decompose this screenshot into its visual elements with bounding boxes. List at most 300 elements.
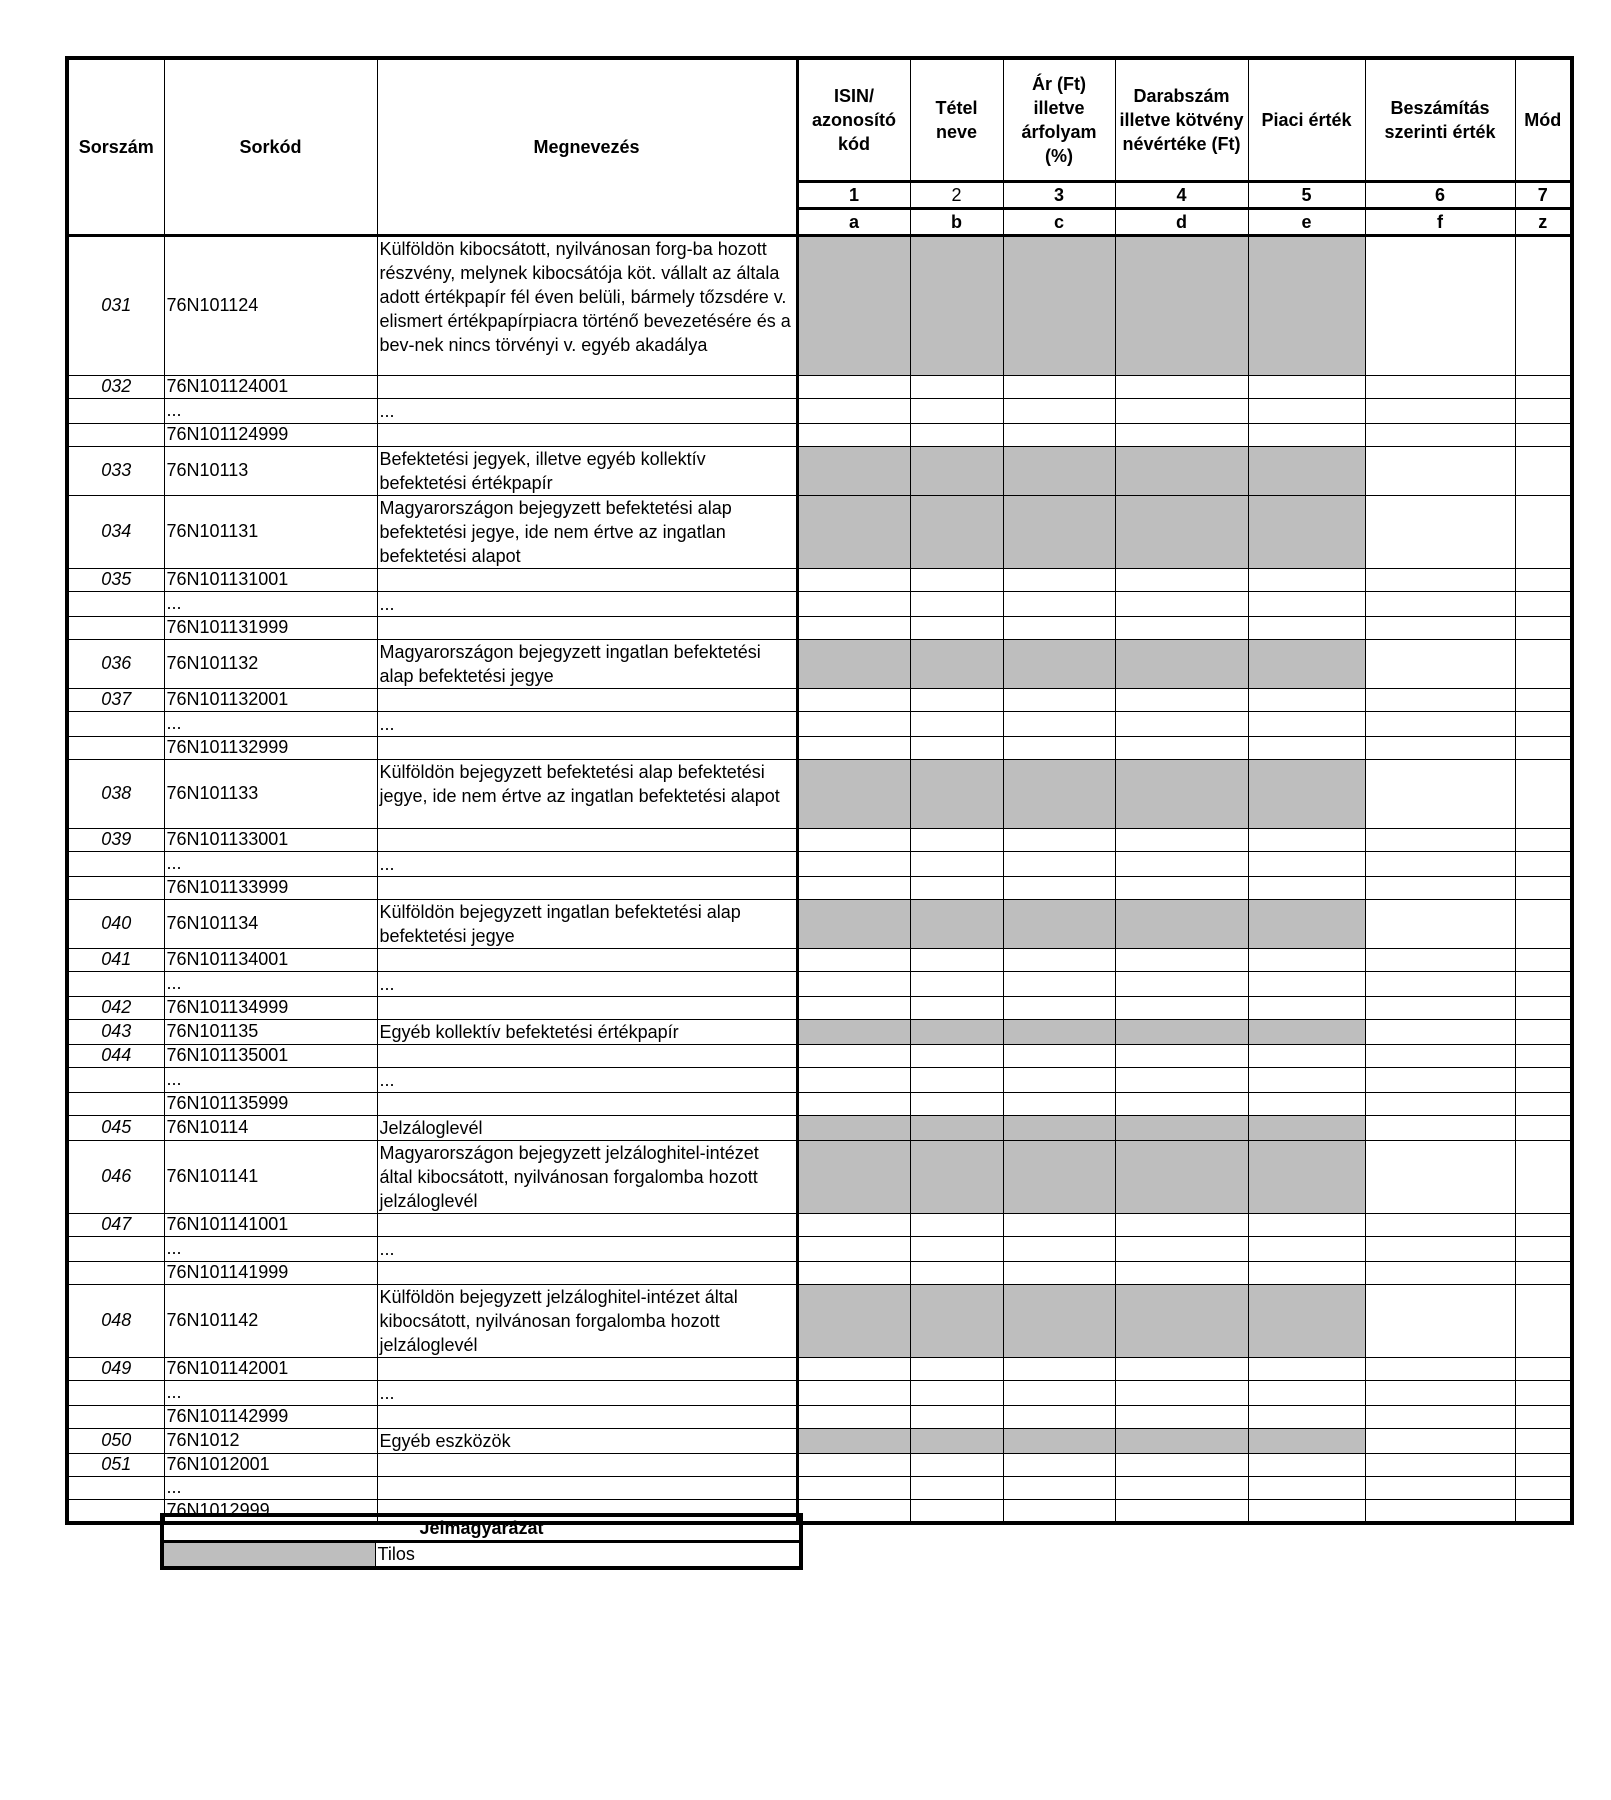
quantity-cell[interactable] xyxy=(1115,876,1248,899)
market-value-cell[interactable] xyxy=(1248,1357,1365,1380)
row-code: ... xyxy=(164,398,377,423)
mode-cell[interactable] xyxy=(1515,688,1572,711)
isin-cell[interactable] xyxy=(797,711,910,736)
row-description: ... xyxy=(377,1380,797,1405)
mode-cell[interactable] xyxy=(1515,1380,1572,1405)
book-value-cell[interactable] xyxy=(1365,616,1515,639)
col-letter-a: a xyxy=(797,208,910,235)
mode-cell[interactable] xyxy=(1515,1019,1572,1044)
row-number xyxy=(67,876,164,899)
legend-table xyxy=(160,1513,803,1570)
price-cell[interactable] xyxy=(1003,398,1115,423)
book-value-cell[interactable] xyxy=(1365,398,1515,423)
quantity-cell[interactable] xyxy=(1115,1499,1248,1523)
table-row xyxy=(67,1140,1572,1213)
mode-cell[interactable] xyxy=(1515,1428,1572,1453)
price-cell[interactable] xyxy=(1003,1236,1115,1261)
item-name-cell[interactable] xyxy=(910,1044,1003,1067)
isin-cell[interactable] xyxy=(797,1213,910,1236)
quantity-cell[interactable] xyxy=(1115,398,1248,423)
book-value-cell[interactable] xyxy=(1365,591,1515,616)
row-description: ... xyxy=(377,591,797,616)
mode-cell[interactable] xyxy=(1515,971,1572,996)
market-value-cell[interactable] xyxy=(1248,568,1365,591)
item-name-cell xyxy=(910,1140,1003,1213)
price-cell[interactable] xyxy=(1003,828,1115,851)
market-value-cell[interactable] xyxy=(1248,828,1365,851)
book-value-cell[interactable] xyxy=(1365,948,1515,971)
isin-cell[interactable] xyxy=(797,971,910,996)
row-number: 031 xyxy=(67,235,164,375)
isin-cell[interactable] xyxy=(797,1044,910,1067)
price-cell[interactable] xyxy=(1003,711,1115,736)
item-name-cell[interactable] xyxy=(910,375,1003,398)
row-description: Külföldön bejegyzett befektetési alap befektetési jegye, ide nem értve az ingatlan befektetési alapot xyxy=(377,759,797,828)
item-name-cell[interactable] xyxy=(910,423,1003,446)
item-name-cell xyxy=(910,235,1003,375)
item-name-cell xyxy=(910,899,1003,948)
item-name-cell[interactable] xyxy=(910,948,1003,971)
row-code: 76N101142999 xyxy=(164,1405,377,1428)
book-value-cell[interactable] xyxy=(1365,1019,1515,1044)
quantity-cell[interactable] xyxy=(1115,828,1248,851)
book-value-cell[interactable] xyxy=(1365,899,1515,948)
mode-cell[interactable] xyxy=(1515,639,1572,688)
row-description xyxy=(377,736,797,759)
item-name-cell[interactable] xyxy=(910,1092,1003,1115)
mode-cell[interactable] xyxy=(1515,1499,1572,1523)
quantity-cell xyxy=(1115,899,1248,948)
book-value-cell[interactable] xyxy=(1365,446,1515,495)
mode-cell[interactable] xyxy=(1515,1092,1572,1115)
isin-cell[interactable] xyxy=(797,1453,910,1476)
row-number: 036 xyxy=(67,639,164,688)
row-number xyxy=(67,1067,164,1092)
isin-cell[interactable] xyxy=(797,736,910,759)
isin-cell[interactable] xyxy=(797,1236,910,1261)
book-value-cell[interactable] xyxy=(1365,1236,1515,1261)
item-name-cell[interactable] xyxy=(910,1476,1003,1499)
isin-cell[interactable] xyxy=(797,828,910,851)
market-value-cell[interactable] xyxy=(1248,1380,1365,1405)
price-cell[interactable] xyxy=(1003,1092,1115,1115)
mode-cell[interactable] xyxy=(1515,1284,1572,1357)
legend-title: Jelmagyarázat xyxy=(162,1515,801,1542)
table-row xyxy=(67,1092,1572,1115)
book-value-cell[interactable] xyxy=(1365,568,1515,591)
quantity-cell xyxy=(1115,1140,1248,1213)
price-cell[interactable] xyxy=(1003,876,1115,899)
market-value-cell[interactable] xyxy=(1248,423,1365,446)
quantity-cell[interactable] xyxy=(1115,1092,1248,1115)
quantity-cell[interactable] xyxy=(1115,1405,1248,1428)
table-row xyxy=(67,235,1572,375)
market-value-cell[interactable] xyxy=(1248,1044,1365,1067)
price-cell[interactable] xyxy=(1003,1380,1115,1405)
market-value-cell[interactable] xyxy=(1248,1405,1365,1428)
mode-cell[interactable] xyxy=(1515,759,1572,828)
col-number-2: 2 xyxy=(910,181,1003,208)
price-cell[interactable] xyxy=(1003,375,1115,398)
quantity-cell xyxy=(1115,495,1248,568)
quantity-cell[interactable] xyxy=(1115,1453,1248,1476)
col-letter-c: c xyxy=(1003,208,1115,235)
book-value-cell[interactable] xyxy=(1365,375,1515,398)
row-number: 033 xyxy=(67,446,164,495)
quantity-cell[interactable] xyxy=(1115,948,1248,971)
price-cell xyxy=(1003,759,1115,828)
price-cell[interactable] xyxy=(1003,423,1115,446)
header-col-7: Mód xyxy=(1515,58,1572,181)
item-name-cell[interactable] xyxy=(910,828,1003,851)
mode-cell[interactable] xyxy=(1515,1236,1572,1261)
price-cell[interactable] xyxy=(1003,688,1115,711)
market-value-cell[interactable] xyxy=(1248,688,1365,711)
row-code: 76N10114 xyxy=(164,1115,377,1140)
price-cell[interactable] xyxy=(1003,1044,1115,1067)
mode-cell[interactable] xyxy=(1515,736,1572,759)
isin-cell[interactable] xyxy=(797,1499,910,1523)
market-value-cell[interactable] xyxy=(1248,1236,1365,1261)
item-name-cell[interactable] xyxy=(910,688,1003,711)
isin-cell[interactable] xyxy=(797,1476,910,1499)
isin-cell xyxy=(797,235,910,375)
header-sorkod: Sorkód xyxy=(164,58,377,235)
market-value-cell[interactable] xyxy=(1248,1067,1365,1092)
quantity-cell[interactable] xyxy=(1115,1380,1248,1405)
market-value-cell[interactable] xyxy=(1248,1092,1365,1115)
isin-cell xyxy=(797,639,910,688)
item-name-cell[interactable] xyxy=(910,1380,1003,1405)
isin-cell[interactable] xyxy=(797,398,910,423)
isin-cell[interactable] xyxy=(797,423,910,446)
book-value-cell[interactable] xyxy=(1365,996,1515,1019)
book-value-cell[interactable] xyxy=(1365,1453,1515,1476)
isin-cell[interactable] xyxy=(797,1357,910,1380)
quantity-cell[interactable] xyxy=(1115,423,1248,446)
price-cell xyxy=(1003,1428,1115,1453)
table-row xyxy=(67,1261,1572,1284)
row-description xyxy=(377,828,797,851)
item-name-cell[interactable] xyxy=(910,616,1003,639)
item-name-cell[interactable] xyxy=(910,591,1003,616)
table-row xyxy=(67,711,1572,736)
quantity-cell[interactable] xyxy=(1115,1213,1248,1236)
item-name-cell[interactable] xyxy=(910,1499,1003,1523)
market-value-cell[interactable] xyxy=(1248,1261,1365,1284)
row-number xyxy=(67,736,164,759)
mode-cell[interactable] xyxy=(1515,591,1572,616)
market-value-cell[interactable] xyxy=(1248,711,1365,736)
table-row xyxy=(67,996,1572,1019)
row-code: 76N101135001 xyxy=(164,1044,377,1067)
mode-cell[interactable] xyxy=(1515,899,1572,948)
book-value-cell[interactable] xyxy=(1365,1476,1515,1499)
quantity-cell[interactable] xyxy=(1115,1476,1248,1499)
market-value-cell[interactable] xyxy=(1248,591,1365,616)
row-code: 76N101131001 xyxy=(164,568,377,591)
table-row xyxy=(67,1236,1572,1261)
row-number: 049 xyxy=(67,1357,164,1380)
row-code: ... xyxy=(164,971,377,996)
mode-cell[interactable] xyxy=(1515,235,1572,375)
book-value-cell[interactable] xyxy=(1365,971,1515,996)
row-number xyxy=(67,1476,164,1499)
mode-cell[interactable] xyxy=(1515,568,1572,591)
quantity-cell[interactable] xyxy=(1115,688,1248,711)
market-value-cell[interactable] xyxy=(1248,876,1365,899)
mode-cell[interactable] xyxy=(1515,616,1572,639)
market-value-cell[interactable] xyxy=(1248,948,1365,971)
book-value-cell[interactable] xyxy=(1365,1261,1515,1284)
book-value-cell[interactable] xyxy=(1365,828,1515,851)
book-value-cell[interactable] xyxy=(1365,1140,1515,1213)
mode-cell[interactable] xyxy=(1515,1213,1572,1236)
table-row xyxy=(67,876,1572,899)
quantity-cell[interactable] xyxy=(1115,1067,1248,1092)
market-value-cell[interactable] xyxy=(1248,971,1365,996)
isin-cell[interactable] xyxy=(797,1092,910,1115)
row-description: Külföldön bejegyzett jelzáloghitel-intézet által kibocsátott, nyilvánosan forgalomba hozott jelzáloglevél xyxy=(377,1284,797,1357)
book-value-cell[interactable] xyxy=(1365,1357,1515,1380)
mode-cell[interactable] xyxy=(1515,948,1572,971)
row-code: 76N101132001 xyxy=(164,688,377,711)
isin-cell xyxy=(797,1428,910,1453)
item-name-cell xyxy=(910,495,1003,568)
table-row xyxy=(67,591,1572,616)
market-value-cell[interactable] xyxy=(1248,736,1365,759)
market-value-cell xyxy=(1248,1019,1365,1044)
item-name-cell[interactable] xyxy=(910,1405,1003,1428)
mode-cell[interactable] xyxy=(1515,876,1572,899)
quantity-cell xyxy=(1115,1019,1248,1044)
quantity-cell[interactable] xyxy=(1115,1236,1248,1261)
price-cell[interactable] xyxy=(1003,1405,1115,1428)
row-description xyxy=(377,1044,797,1067)
mode-cell[interactable] xyxy=(1515,851,1572,876)
price-cell[interactable] xyxy=(1003,1261,1115,1284)
row-code: 76N101134 xyxy=(164,899,377,948)
row-code: 76N101141999 xyxy=(164,1261,377,1284)
header-col-5: Piaci érték xyxy=(1248,58,1365,181)
row-description xyxy=(377,616,797,639)
market-value-cell[interactable] xyxy=(1248,851,1365,876)
market-value-cell[interactable] xyxy=(1248,616,1365,639)
table-row xyxy=(67,568,1572,591)
mode-cell[interactable] xyxy=(1515,1405,1572,1428)
isin-cell[interactable] xyxy=(797,616,910,639)
item-name-cell[interactable] xyxy=(910,736,1003,759)
item-name-cell[interactable] xyxy=(910,996,1003,1019)
row-description: Külföldön bejegyzett ingatlan befektetési alap befektetési jegye xyxy=(377,899,797,948)
row-code: ... xyxy=(164,1476,377,1499)
market-value-cell[interactable] xyxy=(1248,1213,1365,1236)
item-name-cell[interactable] xyxy=(910,1213,1003,1236)
item-name-cell[interactable] xyxy=(910,1067,1003,1092)
isin-cell[interactable] xyxy=(797,1405,910,1428)
price-cell[interactable] xyxy=(1003,1453,1115,1476)
price-cell[interactable] xyxy=(1003,1499,1115,1523)
quantity-cell[interactable] xyxy=(1115,1357,1248,1380)
book-value-cell[interactable] xyxy=(1365,759,1515,828)
quantity-cell[interactable] xyxy=(1115,851,1248,876)
book-value-cell[interactable] xyxy=(1365,688,1515,711)
isin-cell[interactable] xyxy=(797,375,910,398)
row-description xyxy=(377,1405,797,1428)
price-cell[interactable] xyxy=(1003,568,1115,591)
quantity-cell[interactable] xyxy=(1115,591,1248,616)
row-number: 035 xyxy=(67,568,164,591)
quantity-cell[interactable] xyxy=(1115,375,1248,398)
book-value-cell[interactable] xyxy=(1365,711,1515,736)
item-name-cell[interactable] xyxy=(910,1236,1003,1261)
book-value-cell[interactable] xyxy=(1365,495,1515,568)
data-form-table xyxy=(65,56,1574,1525)
price-cell[interactable] xyxy=(1003,1067,1115,1092)
market-value-cell xyxy=(1248,759,1365,828)
mode-cell[interactable] xyxy=(1515,398,1572,423)
isin-cell[interactable] xyxy=(797,1067,910,1092)
quantity-cell[interactable] xyxy=(1115,1044,1248,1067)
mode-cell[interactable] xyxy=(1515,1476,1572,1499)
market-value-cell[interactable] xyxy=(1248,996,1365,1019)
mode-cell[interactable] xyxy=(1515,996,1572,1019)
row-code: ... xyxy=(164,711,377,736)
book-value-cell[interactable] xyxy=(1365,1213,1515,1236)
book-value-cell[interactable] xyxy=(1365,639,1515,688)
price-cell xyxy=(1003,1284,1115,1357)
book-value-cell[interactable] xyxy=(1365,1284,1515,1357)
row-number: 043 xyxy=(67,1019,164,1044)
item-name-cell[interactable] xyxy=(910,1357,1003,1380)
isin-cell xyxy=(797,759,910,828)
quantity-cell[interactable] xyxy=(1115,711,1248,736)
row-description xyxy=(377,1213,797,1236)
isin-cell[interactable] xyxy=(797,591,910,616)
row-code: 76N101141001 xyxy=(164,1213,377,1236)
book-value-cell[interactable] xyxy=(1365,851,1515,876)
item-name-cell[interactable] xyxy=(910,1261,1003,1284)
book-value-cell[interactable] xyxy=(1365,876,1515,899)
book-value-cell[interactable] xyxy=(1365,1115,1515,1140)
col-number-6: 6 xyxy=(1365,181,1515,208)
row-number xyxy=(67,711,164,736)
price-cell[interactable] xyxy=(1003,996,1115,1019)
isin-cell[interactable] xyxy=(797,1261,910,1284)
table-row xyxy=(67,688,1572,711)
quantity-cell[interactable] xyxy=(1115,568,1248,591)
row-number xyxy=(67,1092,164,1115)
mode-cell[interactable] xyxy=(1515,1044,1572,1067)
book-value-cell[interactable] xyxy=(1365,1380,1515,1405)
book-value-cell[interactable] xyxy=(1365,1067,1515,1092)
market-value-cell[interactable] xyxy=(1248,1499,1365,1523)
price-cell[interactable] xyxy=(1003,1357,1115,1380)
mode-cell[interactable] xyxy=(1515,1453,1572,1476)
market-value-cell[interactable] xyxy=(1248,1453,1365,1476)
item-name-cell[interactable] xyxy=(910,876,1003,899)
price-cell xyxy=(1003,1019,1115,1044)
row-number xyxy=(67,398,164,423)
item-name-cell[interactable] xyxy=(910,711,1003,736)
isin-cell[interactable] xyxy=(797,876,910,899)
item-name-cell xyxy=(910,1284,1003,1357)
price-cell[interactable] xyxy=(1003,616,1115,639)
market-value-cell[interactable] xyxy=(1248,1476,1365,1499)
price-cell[interactable] xyxy=(1003,971,1115,996)
mode-cell[interactable] xyxy=(1515,1261,1572,1284)
quantity-cell[interactable] xyxy=(1115,1261,1248,1284)
table-row xyxy=(67,1019,1572,1044)
price-cell[interactable] xyxy=(1003,1476,1115,1499)
isin-cell[interactable] xyxy=(797,688,910,711)
quantity-cell[interactable] xyxy=(1115,996,1248,1019)
isin-cell xyxy=(797,495,910,568)
book-value-cell[interactable] xyxy=(1365,235,1515,375)
header-sorszam: Sorszám xyxy=(67,58,164,235)
quantity-cell[interactable] xyxy=(1115,736,1248,759)
isin-cell xyxy=(797,1284,910,1357)
mode-cell[interactable] xyxy=(1515,495,1572,568)
isin-cell[interactable] xyxy=(797,996,910,1019)
market-value-cell[interactable] xyxy=(1248,375,1365,398)
mode-cell[interactable] xyxy=(1515,375,1572,398)
price-cell[interactable] xyxy=(1003,1213,1115,1236)
price-cell[interactable] xyxy=(1003,591,1115,616)
mode-cell[interactable] xyxy=(1515,711,1572,736)
item-name-cell[interactable] xyxy=(910,398,1003,423)
quantity-cell[interactable] xyxy=(1115,616,1248,639)
book-value-cell[interactable] xyxy=(1365,1405,1515,1428)
price-cell[interactable] xyxy=(1003,851,1115,876)
book-value-cell[interactable] xyxy=(1365,1499,1515,1523)
price-cell xyxy=(1003,1140,1115,1213)
row-number: 039 xyxy=(67,828,164,851)
book-value-cell[interactable] xyxy=(1365,1044,1515,1067)
book-value-cell[interactable] xyxy=(1365,1092,1515,1115)
price-cell[interactable] xyxy=(1003,948,1115,971)
mode-cell[interactable] xyxy=(1515,446,1572,495)
mode-cell[interactable] xyxy=(1515,1357,1572,1380)
book-value-cell[interactable] xyxy=(1365,423,1515,446)
row-number: 041 xyxy=(67,948,164,971)
mode-cell[interactable] xyxy=(1515,1115,1572,1140)
item-name-cell[interactable] xyxy=(910,971,1003,996)
row-number: 048 xyxy=(67,1284,164,1357)
mode-cell[interactable] xyxy=(1515,1140,1572,1213)
mode-cell[interactable] xyxy=(1515,828,1572,851)
price-cell[interactable] xyxy=(1003,736,1115,759)
book-value-cell[interactable] xyxy=(1365,1428,1515,1453)
market-value-cell[interactable] xyxy=(1248,398,1365,423)
quantity-cell[interactable] xyxy=(1115,971,1248,996)
mode-cell[interactable] xyxy=(1515,423,1572,446)
mode-cell[interactable] xyxy=(1515,1067,1572,1092)
isin-cell[interactable] xyxy=(797,568,910,591)
isin-cell[interactable] xyxy=(797,948,910,971)
book-value-cell[interactable] xyxy=(1365,736,1515,759)
item-name-cell[interactable] xyxy=(910,851,1003,876)
item-name-cell[interactable] xyxy=(910,568,1003,591)
isin-cell[interactable] xyxy=(797,1380,910,1405)
row-code: 76N101134999 xyxy=(164,996,377,1019)
item-name-cell[interactable] xyxy=(910,1453,1003,1476)
row-code: ... xyxy=(164,1067,377,1092)
row-number xyxy=(67,1236,164,1261)
price-cell xyxy=(1003,639,1115,688)
row-number xyxy=(67,851,164,876)
isin-cell[interactable] xyxy=(797,851,910,876)
